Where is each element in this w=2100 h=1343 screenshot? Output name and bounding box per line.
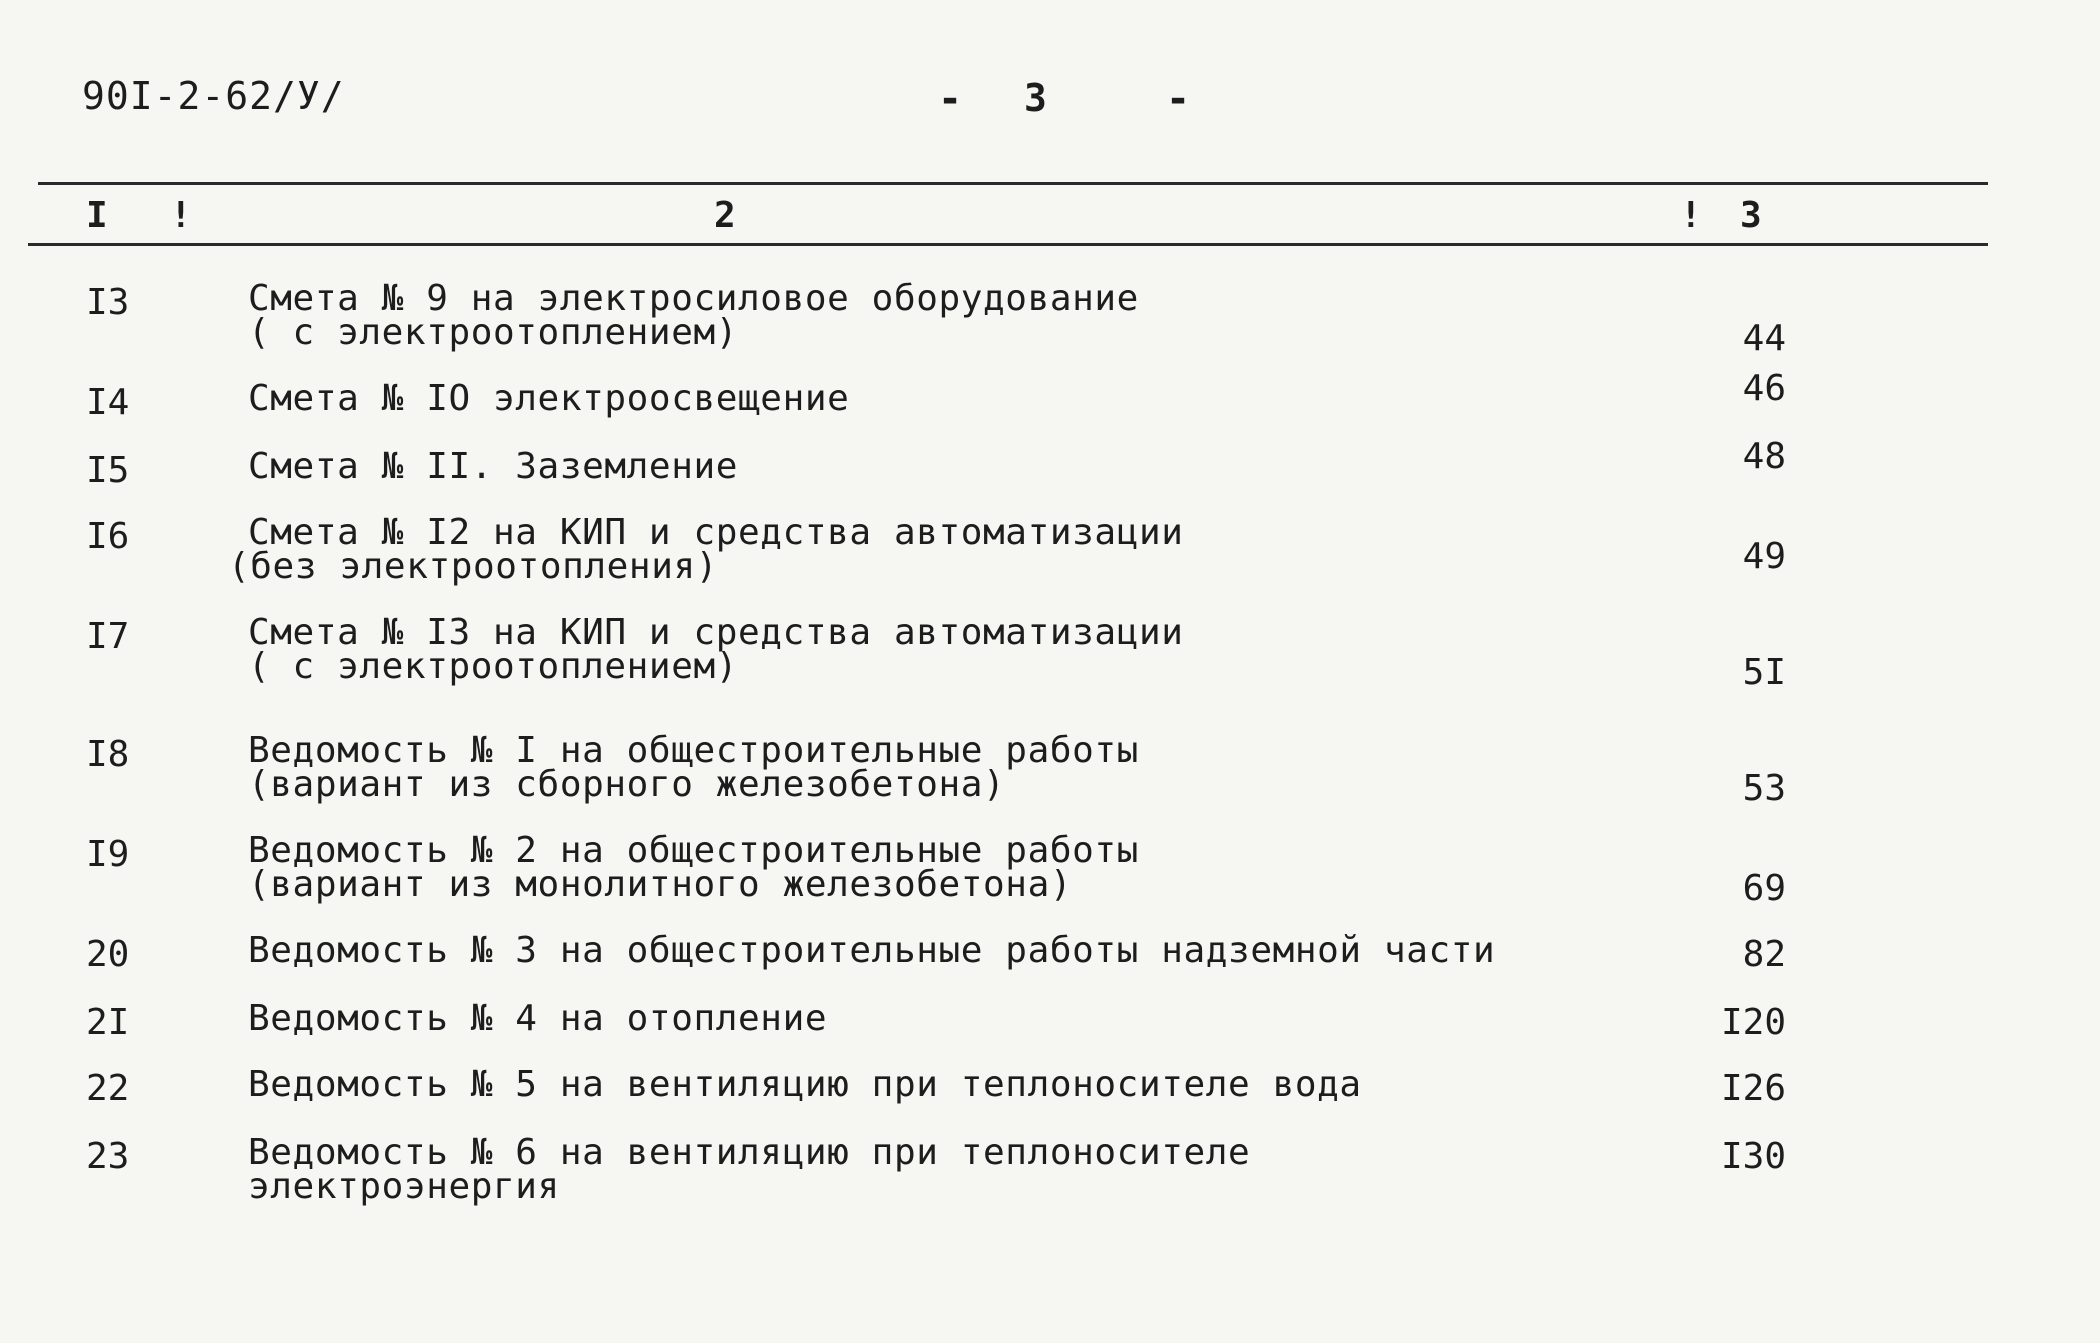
column-header-1: I [86, 195, 108, 236]
row-description-line: Ведомость № 2 на общестроительные работы [248, 830, 1139, 871]
row-description [248, 378, 850, 419]
row-number: I5 [86, 450, 130, 491]
row-description-line: Ведомость № I на общестроительные работы [248, 730, 1139, 771]
table-top-rule [38, 182, 1988, 185]
row-description-line: (вариант из сборного железобетона) [248, 764, 1006, 805]
row-page: 53 [1742, 768, 1786, 809]
row-description [248, 830, 1139, 905]
row-description-line: Ведомость № 3 на общестроительные работы надземной части [248, 930, 1496, 971]
row-number: I9 [86, 834, 130, 875]
row-number: 23 [86, 1136, 130, 1177]
row-number: 2I [86, 1002, 130, 1043]
row-number: I4 [86, 382, 130, 423]
row-number: 22 [86, 1068, 130, 1109]
row-number: I7 [86, 616, 130, 657]
row-number: 20 [86, 934, 130, 975]
row-description-line: Ведомость № 4 на отопление [248, 998, 828, 1039]
row-description-line: Смета № I2 на КИП и средства автоматизации [248, 512, 1184, 553]
row-description [248, 278, 1139, 353]
row-number: I3 [86, 282, 130, 323]
page-dash-right: - [1166, 76, 1191, 122]
page-dash-left: - [938, 76, 963, 122]
row-description-line: ( с электроотоплением) [248, 646, 739, 687]
page-number: 3 [1024, 76, 1047, 120]
row-description [248, 730, 1139, 805]
row-description-line: Смета № 9 на электросиловое оборудование [248, 278, 1139, 319]
row-description [248, 930, 1496, 971]
row-page: I26 [1720, 1068, 1786, 1109]
row-description [248, 1132, 1251, 1207]
table-header-rule [28, 243, 1988, 246]
row-page: I20 [1720, 1002, 1786, 1043]
row-page: 5I [1742, 652, 1786, 693]
row-description-line: Смета № II. Заземление [248, 446, 739, 487]
row-description [228, 512, 1184, 587]
row-description-line: электроэнергия [248, 1166, 560, 1207]
row-description-line: Ведомость № 5 на вентиляцию при теплоносителе вода [248, 1064, 1362, 1105]
column-separator-1: ! [170, 195, 192, 236]
row-page: 82 [1742, 934, 1786, 975]
row-page: 46 [1742, 368, 1786, 409]
document-code: 90I-2-62/У/ [82, 74, 345, 118]
row-description [248, 998, 828, 1039]
row-description-line: (вариант из монолитного железобетона) [248, 864, 1073, 905]
row-page: 69 [1742, 868, 1786, 909]
column-header-2: 2 [714, 195, 736, 236]
row-description-line: (без электроотопления) [228, 546, 719, 587]
row-description-line: ( с электроотоплением) [248, 312, 739, 353]
row-page: 48 [1742, 436, 1786, 477]
column-header-3: 3 [1740, 195, 1762, 236]
row-description [248, 612, 1184, 687]
row-number: I6 [86, 516, 130, 557]
row-page: I30 [1720, 1136, 1786, 1177]
row-page: 44 [1742, 318, 1786, 359]
row-number: I8 [86, 734, 130, 775]
row-description-line: Ведомость № 6 на вентиляцию при теплоносителе [248, 1132, 1251, 1173]
row-page: 49 [1742, 536, 1786, 577]
row-description-line: Смета № I3 на КИП и средства автоматизации [248, 612, 1184, 653]
column-separator-2: ! [1680, 195, 1702, 236]
row-description [248, 1064, 1362, 1105]
row-description [248, 446, 739, 487]
row-description-line: Смета № IO электроосвещение [248, 378, 850, 419]
